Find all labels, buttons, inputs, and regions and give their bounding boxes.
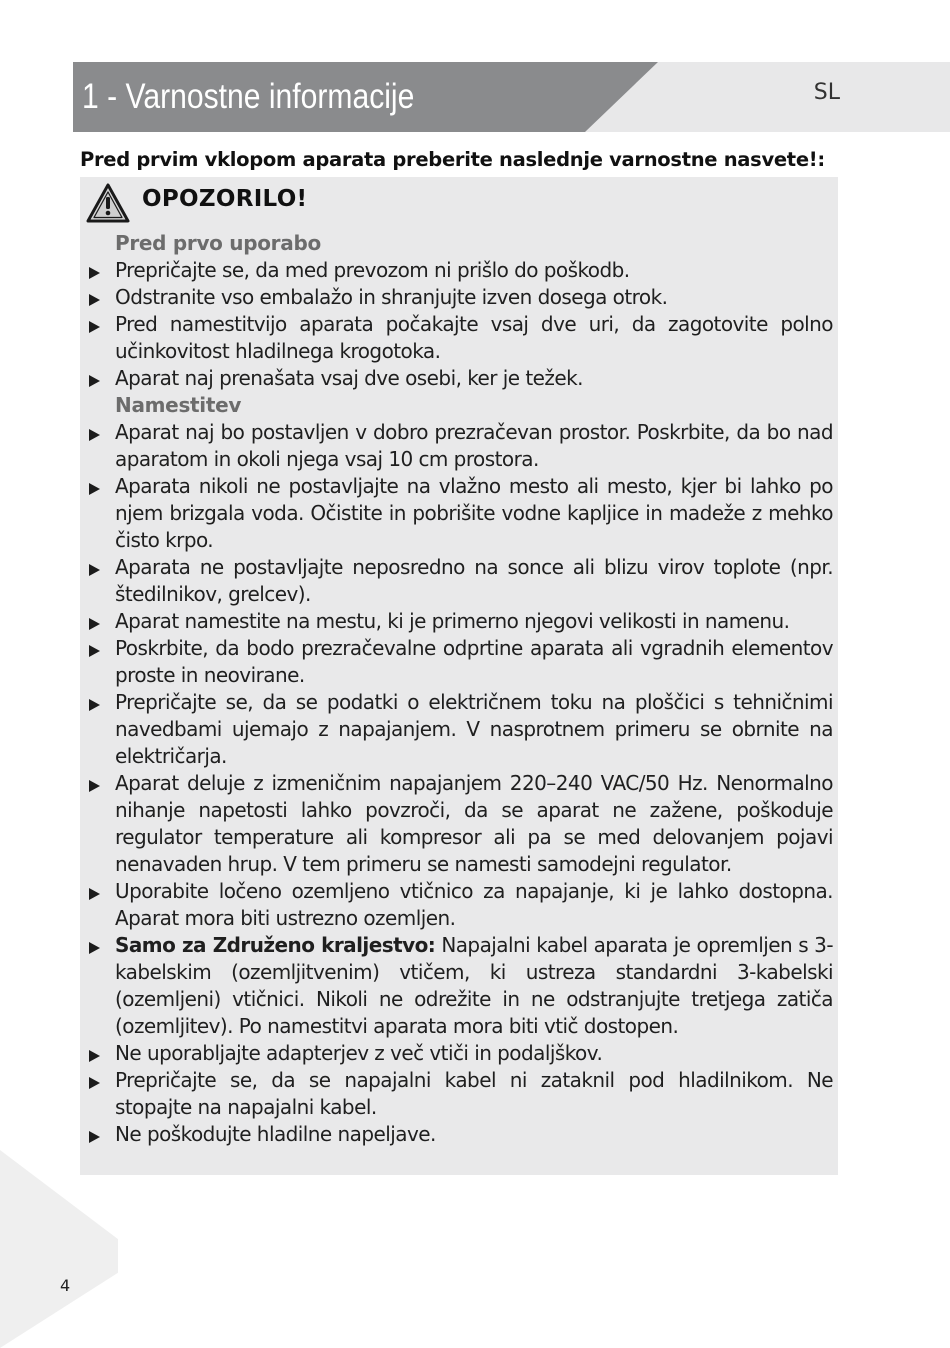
warning-panel (80, 177, 838, 1175)
list-item: Aparat naj bo postavljen v dobro prezračevan prostor. Poskrbite, da bo nad aparatom in okoli njega vsaj 10 cm prostora. (115, 420, 833, 471)
list-item-bold-label: Samo za Združeno kraljestvo: (115, 933, 436, 957)
page-number: 4 (60, 1276, 71, 1295)
list-item: Aparata nikoli ne postavljajte na vlažno mesto ali mesto, kjer bi lahko po njem brizgala voda. Očistite in pobrišite vodne kapljice in madeže z mehko čisto krpo. (115, 474, 833, 552)
intro-text: Pred prvim vklopom aparata preberite naslednje varnostne nasvete!: (80, 148, 825, 171)
page-title: 1 - Varnostne informacije (82, 77, 415, 116)
list-item: Odstranite vso embalažo in shranjujte izven dosega otrok. (115, 284, 833, 311)
list-item: Prepričajte se, da se podatki o električnem toku na ploščici s tehničnimi navedbami ujemajo z napajanjem. V nasprotnem primeru se obrnite na električarja. (115, 690, 833, 768)
list-item: Aparat namestite na mestu, ki je primerno njegovi velikosti in namenu. (115, 608, 833, 635)
list-item-text: Napajalni kabel aparata je opremljen s 3-kabelskim (ozemljitvenim) vtičem, ki ustreza standardni 3-kabelski (ozemljeni) vtičnici. Nikoli ne odrežite in ne odstranjujte tretjega zatiča (ozemljitev). Po namestitvi aparata mora biti vtič dostopen. (115, 933, 833, 1038)
list-item (115, 932, 833, 1040)
list-item: Aparata ne postavljajte neposredno na sonce ali blizu virov toplote (npr. štedilnikov, grelcev). (115, 555, 833, 606)
list-item: Ne poškodujte hladilne napeljave. (115, 1121, 833, 1148)
warning-triangle-icon (85, 182, 131, 224)
list-item: Ne uporabljajte adapterjev z več vtiči in podaljškov. (115, 1040, 833, 1067)
list-item: Uporabite ločeno ozemljeno vtičnico za napajanje, ki je lahko dostopna. Aparat mora biti ustrezno ozemljen. (115, 879, 833, 930)
safety-content (115, 230, 833, 1148)
list-item: Aparat deluje z izmeničnim napajanjem 220–240 VAC/50 Hz. Nenormalno nihanje napetosti lahko povzroči, da se aparat ne zažene, poškoduje regulator temperature ali kompresor ali pa se med delovanjem pojavi nenavaden hrup. V tem primeru se namesti samodejni regulator. (115, 771, 833, 876)
list-item: Poskrbite, da bodo prezračevalne odprtine aparata ali vgradnih elementov proste in neovirane. (115, 636, 833, 687)
list-item: Pred namestitvijo aparata počakajte vsaj dve uri, da zagotovite polno učinkovitost hladilnega krogotoka. (115, 312, 833, 363)
corner-decoration (0, 1150, 118, 1348)
list-item: Aparat naj prenašata vsaj dve osebi, ker je težek. (115, 365, 833, 392)
section-heading: Namestitev (115, 393, 242, 417)
language-code: SL (813, 80, 840, 105)
section-heading: Pred prvo uporabo (115, 231, 321, 255)
list-item: Prepričajte se, da se napajalni kabel ni zataknil pod hladilnikom. Ne stopajte na napajalni kabel. (115, 1068, 833, 1119)
warning-title: OPOZORILO! (142, 186, 308, 212)
list-item: Prepričajte se, da med prevozom ni prišlo do poškodb. (115, 257, 833, 284)
